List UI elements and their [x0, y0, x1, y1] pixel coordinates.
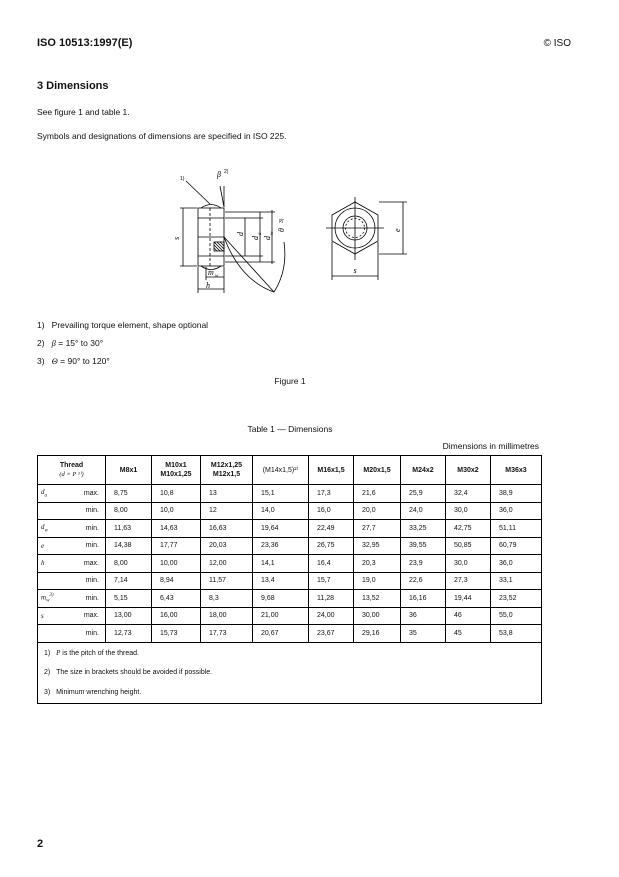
- table-cell: 46: [446, 607, 491, 625]
- table-row: [38, 607, 542, 625]
- fig-dw-sub: w: [270, 231, 275, 235]
- table-cell: 17,77: [152, 537, 201, 555]
- table-cell: 26,75: [309, 537, 354, 555]
- column-header: (M14x1,5)²⁾: [253, 456, 309, 485]
- table-cell: 27,7: [354, 520, 401, 538]
- table-cell: 13,4: [253, 572, 309, 590]
- table-cell: 6,43: [152, 590, 201, 608]
- row-symbol: s: [38, 607, 64, 625]
- table-cell: 42,75: [446, 520, 491, 538]
- copyright: © ISO: [543, 38, 571, 49]
- figure-note-3: 3) Θ = 90° to 120°: [37, 356, 110, 366]
- table-cell: 9,68: [253, 590, 309, 608]
- table-cell: 8,00: [106, 555, 152, 573]
- row-symbol: e: [38, 537, 64, 555]
- table-cell: 20,0: [354, 502, 401, 520]
- table-cell: 16,0: [309, 502, 354, 520]
- table-cell: 11,57: [201, 572, 253, 590]
- table-cell: 36,0: [491, 555, 542, 573]
- column-header: M30x2: [446, 456, 491, 485]
- table-cell: 20,03: [201, 537, 253, 555]
- table-cell: 32,4: [446, 485, 491, 503]
- table-cell: 8,94: [152, 572, 201, 590]
- table-row: [38, 572, 542, 590]
- table-cell: 10,0: [152, 502, 201, 520]
- table-cell: 14,63: [152, 520, 201, 538]
- table-cell: 23,36: [253, 537, 309, 555]
- table-cell: 10,00: [152, 555, 201, 573]
- table-header-row: [38, 456, 542, 485]
- table-cell: 30,00: [354, 607, 401, 625]
- table-cell: 53,8: [491, 625, 542, 643]
- table-cell: 16,16: [401, 590, 446, 608]
- table-footnote: 3) Minimum wrenching height.: [38, 683, 542, 704]
- table-cell: 60,79: [491, 537, 542, 555]
- column-header: M8x1: [106, 456, 152, 485]
- fig-dw: d: [263, 236, 272, 240]
- table-cell: 16,4: [309, 555, 354, 573]
- table-cell: 12: [201, 502, 253, 520]
- table-cell: 19,0: [354, 572, 401, 590]
- table-cell: 19,64: [253, 520, 309, 538]
- row-limit: min.: [64, 502, 106, 520]
- table-cell: 16,00: [152, 607, 201, 625]
- table-row: [38, 590, 542, 608]
- table-cell: 27,3: [446, 572, 491, 590]
- table-cell: 7,14: [106, 572, 152, 590]
- row-limit: min.: [64, 590, 106, 608]
- table-cell: 19,44: [446, 590, 491, 608]
- fig-theta: θ: [277, 228, 286, 232]
- table-cell: 30,0: [446, 502, 491, 520]
- symbols-paragraph: Symbols and designations of dimensions are specified in ISO 225.: [37, 131, 287, 141]
- table-cell: 15,1: [253, 485, 309, 503]
- fig-beta: β: [217, 170, 221, 179]
- table-cell: 50,85: [446, 537, 491, 555]
- table-cell: 8,00: [106, 502, 152, 520]
- table-cell: 29,16: [354, 625, 401, 643]
- table-caption: Table 1 — Dimensions: [247, 424, 333, 434]
- table-footnote: 2) The size in brackets should be avoided if possible.: [38, 663, 542, 683]
- table-cell: 13,52: [354, 590, 401, 608]
- table-cell: 14,1: [253, 555, 309, 573]
- table-cell: 21,6: [354, 485, 401, 503]
- figure-note-2: 2) β = 15° to 30°: [37, 338, 104, 348]
- fig-ref-2: 2): [224, 169, 229, 175]
- column-header: M12x1,25 M12x1,5: [201, 456, 253, 485]
- row-symbol: [38, 502, 64, 520]
- row-symbol: $d_w$: [38, 520, 64, 538]
- table-cell: 12,73: [106, 625, 152, 643]
- table-cell: 32,95: [354, 537, 401, 555]
- row-symbol: [38, 625, 64, 643]
- table-cell: 15,7: [309, 572, 354, 590]
- column-header: M24x2: [401, 456, 446, 485]
- row-symbol: h: [38, 555, 64, 573]
- section-title: 3 Dimensions: [37, 80, 109, 92]
- table-cell: 17,73: [201, 625, 253, 643]
- row-limit: min.: [64, 537, 106, 555]
- fig-da: d: [251, 236, 260, 240]
- table-footnote-row: [38, 642, 542, 663]
- row-symbol: [38, 572, 64, 590]
- table-cell: 23,52: [491, 590, 542, 608]
- row-symbol: $d_a$: [38, 485, 64, 503]
- page-number: 2: [37, 838, 44, 850]
- thread-header: Thread (d × P ¹⁾): [38, 456, 106, 485]
- table-cell: 20,3: [354, 555, 401, 573]
- column-header: M36x3: [491, 456, 542, 485]
- table-cell: 22,6: [401, 572, 446, 590]
- figure-note-1: 1) Prevailing torque element, shape optional: [37, 320, 209, 330]
- table-cell: 25,9: [401, 485, 446, 503]
- table-cell: 35: [401, 625, 446, 643]
- table-cell: 20,67: [253, 625, 309, 643]
- table-cell: 51,11: [491, 520, 542, 538]
- table-footnote-row: [38, 683, 542, 704]
- fig-ref-3: 3): [279, 218, 285, 223]
- standard-id: ISO 10513:1997(E): [37, 37, 133, 49]
- table-cell: 5,15: [106, 590, 152, 608]
- table-cell: 16,63: [201, 520, 253, 538]
- fig-m-sub: w: [215, 274, 219, 279]
- table-cell: 36: [401, 607, 446, 625]
- table-cell: 12,00: [201, 555, 253, 573]
- intro-paragraph: See figure 1 and table 1.: [37, 107, 130, 117]
- column-header: M16x1,5: [309, 456, 354, 485]
- table-row: [38, 502, 542, 520]
- row-limit: min.: [64, 572, 106, 590]
- table-cell: 11,63: [106, 520, 152, 538]
- table-cell: 18,00: [201, 607, 253, 625]
- table-cell: 17,3: [309, 485, 354, 503]
- table-cell: 24,00: [309, 607, 354, 625]
- table-cell: 33,25: [401, 520, 446, 538]
- table-row: [38, 555, 542, 573]
- row-limit: min.: [64, 520, 106, 538]
- fig-da-sub: a: [258, 232, 263, 235]
- table-cell: 8,3: [201, 590, 253, 608]
- column-header: M20x1,5: [354, 456, 401, 485]
- table-cell: 15,73: [152, 625, 201, 643]
- figure-caption: Figure 1: [274, 376, 306, 386]
- table-cell: 55,0: [491, 607, 542, 625]
- table-cell: 21,00: [253, 607, 309, 625]
- table-cell: 22,49: [309, 520, 354, 538]
- table-cell: 23,67: [309, 625, 354, 643]
- table-cell: 13: [201, 485, 253, 503]
- fig-m: m: [208, 268, 214, 277]
- column-header: M10x1 M10x1,25: [152, 456, 201, 485]
- table-row: [38, 520, 542, 538]
- table-footnote-row: [38, 663, 542, 683]
- table-cell: 36,0: [491, 502, 542, 520]
- table-cell: 33,1: [491, 572, 542, 590]
- table-cell: 24,0: [401, 502, 446, 520]
- table-row: [38, 485, 542, 503]
- table-cell: 14,38: [106, 537, 152, 555]
- row-limit: min.: [64, 625, 106, 643]
- fig-ref-1: 1): [180, 176, 185, 182]
- table-cell: 14,0: [253, 502, 309, 520]
- fig-s-side: s: [172, 236, 181, 240]
- table-units: Dimensions in millimetres: [442, 441, 539, 451]
- table-cell: 11,28: [309, 590, 354, 608]
- table-cell: 30,0: [446, 555, 491, 573]
- row-limit: max.: [64, 555, 106, 573]
- dimensions-table: [37, 455, 542, 704]
- table-cell: 38,9: [491, 485, 542, 503]
- row-symbol: $m_w^{3)}$: [38, 590, 64, 608]
- table-row: [38, 625, 542, 643]
- row-limit: max.: [64, 607, 106, 625]
- table-cell: 23,9: [401, 555, 446, 573]
- table-cell: 39,55: [401, 537, 446, 555]
- table-row: [38, 537, 542, 555]
- table-cell: 8,75: [106, 485, 152, 503]
- fig-e: e: [393, 228, 402, 232]
- table-cell: 45: [446, 625, 491, 643]
- row-limit: max.: [64, 485, 106, 503]
- table-footnote: 1) P is the pitch of the thread.: [38, 642, 542, 663]
- fig-s-hex: s: [353, 266, 357, 275]
- table-cell: 10,8: [152, 485, 201, 503]
- fig-d: d: [236, 232, 245, 236]
- fig-h: h: [206, 281, 210, 290]
- figure-1-drawing: [150, 160, 430, 300]
- table-cell: 13,00: [106, 607, 152, 625]
